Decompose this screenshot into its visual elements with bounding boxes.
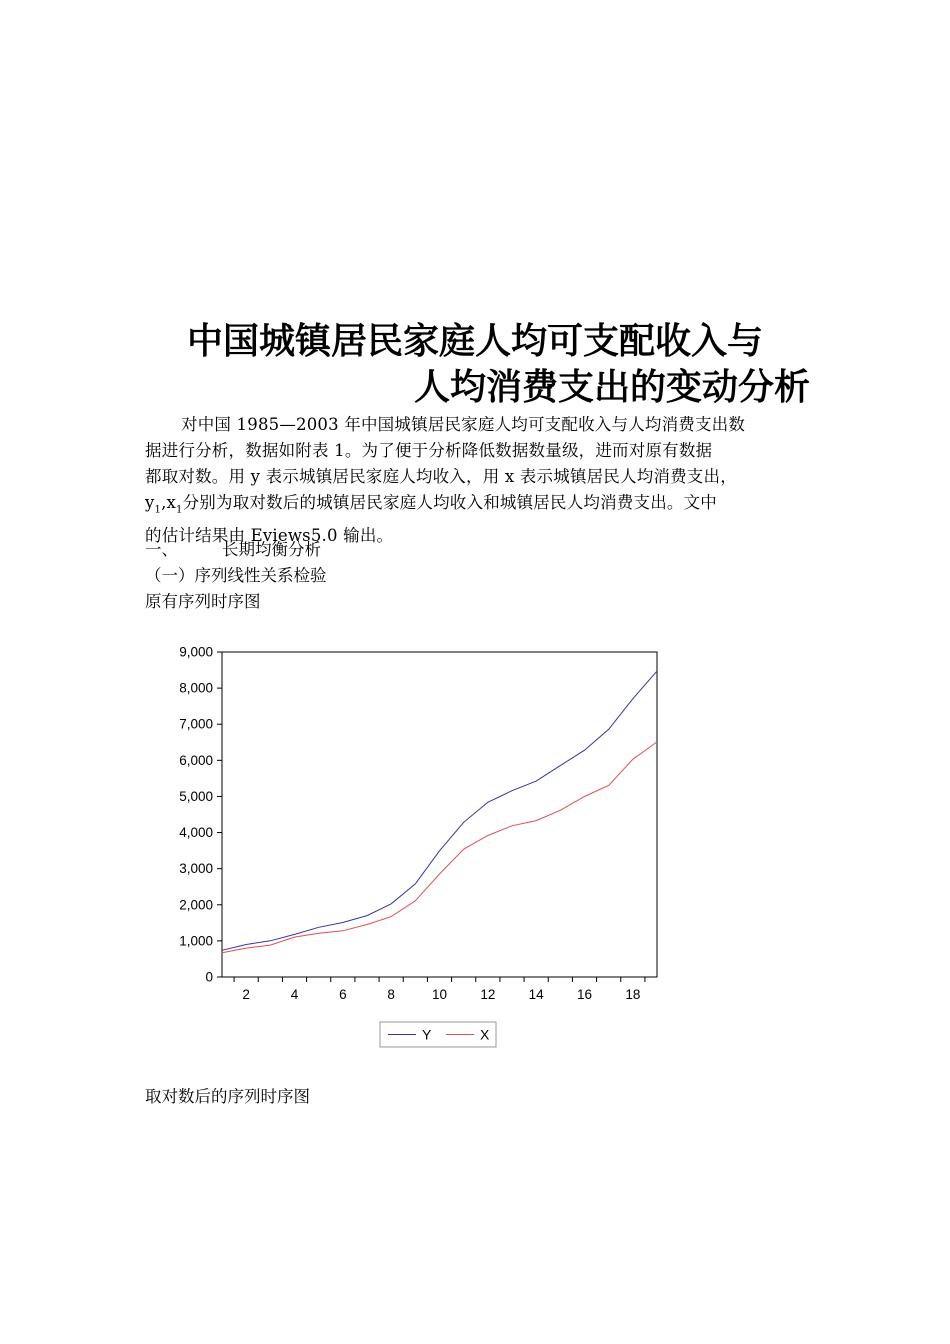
document-title-line-2: 人均消费支出的变动分析 [413,367,810,408]
y-tick-label: 6,000 [179,752,213,768]
y-tick-label: 9,000 [179,644,213,660]
x-tick-label: 8 [387,987,395,1002]
subsection-heading: （一）序列线性关系检验 [145,566,327,585]
document-title-line-1: 中国城镇居民家庭人均可支配收入与 [186,321,763,362]
y-tick-label: 0 [205,969,213,985]
chart-svg [160,632,680,1062]
paragraph-line-4-text: 分别为取对数后的城镇居民家庭人均收入和城镇居民人均消费支出。文中 [182,493,718,512]
y-tick-label: 5,000 [179,788,213,804]
var-y1-subscript: 1 [154,504,162,516]
y-tick-label: 1,000 [179,933,213,949]
section-number: 一、 [145,540,178,559]
x-tick-label: 4 [290,987,299,1002]
var-x1-subscript: 1 [176,504,183,516]
x-tick-label: 2 [242,987,250,1002]
x-tick-label: 16 [576,987,593,1002]
series-line-x [222,742,657,953]
x-tick-label: 18 [625,987,641,1002]
paragraph-line-3: 都取对数。用 y 表示城镇居民家庭人均收入，用 x 表示城镇居民人均消费支出， [145,467,737,486]
series-line-y [222,671,657,950]
y-tick-label: 4,000 [179,825,213,841]
legend-label-x: X [480,1026,490,1043]
x-tick-label: 6 [339,987,347,1002]
x-tick-label: 10 [431,987,448,1002]
legend-label-y: Y [422,1026,432,1043]
var-separator: ,x [161,493,177,512]
section-title: 长期均衡分析 [222,540,321,559]
y-tick-label: 8,000 [179,680,213,696]
paragraph-line-5: 的估计结果由 Eviews5.0 输出。 [145,526,394,546]
paragraph-line-4 [145,490,805,523]
y-tick-label: 7,000 [179,716,213,732]
var-y1: y [145,493,155,512]
paragraph-line-1: 对中国 1985—2003 年中国城镇居民家庭人均可支配收入与人均消费支出数 [181,415,746,434]
x-tick-label: 12 [480,987,496,1002]
time-series-chart [160,632,680,1062]
x-tick-label: 14 [528,987,544,1002]
intro-paragraph [145,412,805,549]
section-heading-1 [145,537,321,563]
plot-frame [222,652,657,977]
chart-caption-original: 原有序列时序图 [145,592,261,611]
y-tick-label: 3,000 [179,861,213,877]
paragraph-line-2: 据进行分析，数据如附表 1。为了便于分析降低数据数量级，进而对原有数据 [145,441,713,460]
chart-caption-log: 取对数后的序列时序图 [145,1087,310,1106]
y-tick-label: 2,000 [179,897,213,913]
